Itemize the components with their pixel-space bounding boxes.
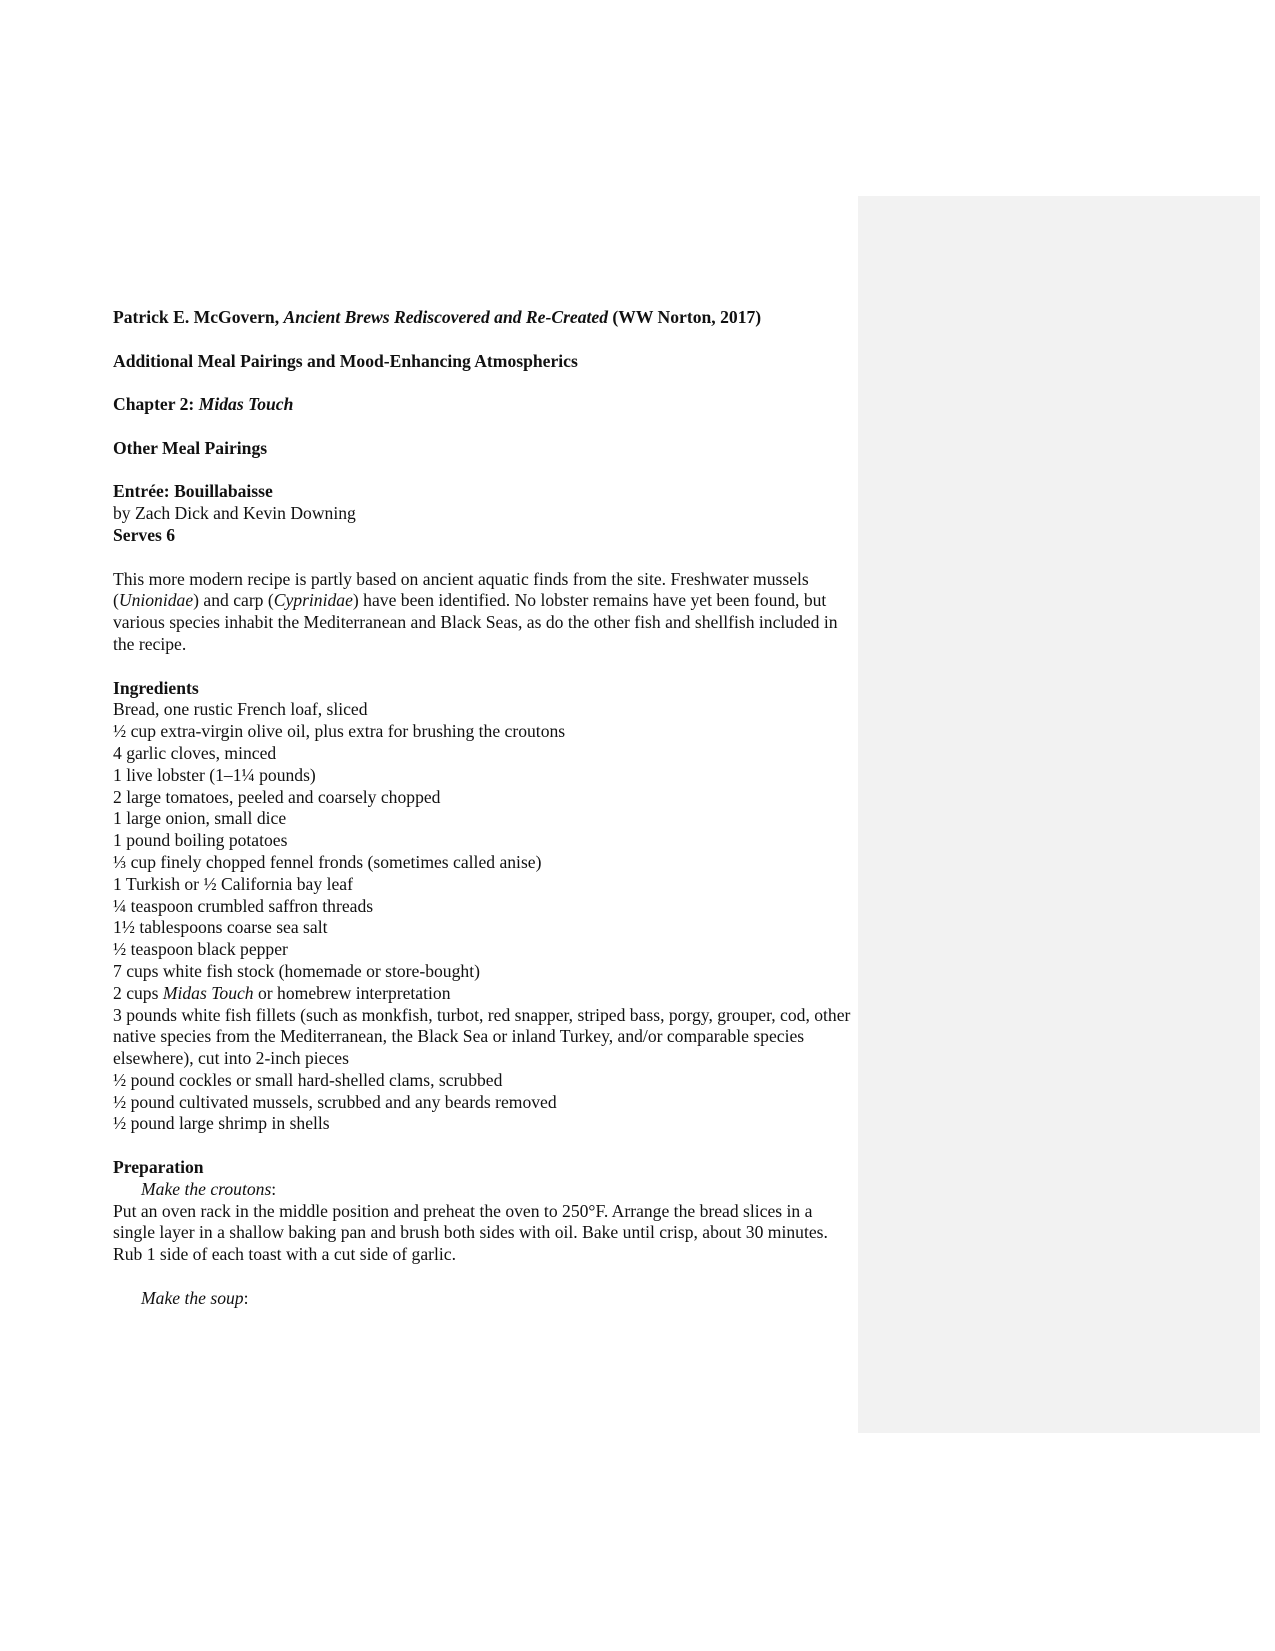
intro-text-1: This more modern recipe is partly based on ancient aquatic finds from the site. Freshwater mussels ( — [113, 568, 809, 611]
ingredient-item: 1 pound boiling potatoes — [113, 830, 288, 851]
recipe-serves: Serves 6 — [113, 524, 176, 545]
preparation-heading: Preparation — [113, 1157, 204, 1178]
soup-label: Make the soup — [141, 1287, 244, 1308]
ingredient-item: ⅓ cup finely chopped fennel fronds (sometimes called anise) — [113, 851, 542, 872]
ingredient-item: ½ pound large shrimp in shells — [113, 1113, 330, 1134]
intro-text-2: ) and carp ( — [193, 590, 274, 611]
ingredient-item: ½ cup extra-virgin olive oil, plus extra for brushing the croutons — [113, 721, 566, 742]
ingredient-item: 1 live lobster (1–1¼ pounds) — [113, 764, 316, 785]
ingredient-item: ½ pound cockles or small hard-shelled clams, scrubbed — [113, 1069, 503, 1090]
midas-qty: 2 cups — [113, 982, 163, 1003]
recipe-title: Entrée: Bouillabaisse — [113, 481, 273, 502]
intro-carp-taxon: Cyprinidae — [273, 590, 353, 611]
ingredient-item: ½ teaspoon black pepper — [113, 939, 288, 960]
intro-mussels-taxon: Unionidae — [118, 590, 194, 611]
midas-suffix: or homebrew interpretation — [253, 982, 451, 1003]
chapter-title — [113, 394, 853, 416]
ingredient-item: 3 pounds white fish fillets (such as monkfish, turbot, red snapper, striped bass, porgy, grouper, cod, other native species from the Mediterranean, the Black Sea or inland Turkey, and/or comparable species elsewhere), cut into 2-inch pieces — [113, 1004, 851, 1069]
ingredients-heading: Ingredients — [113, 677, 199, 698]
soup-subheading — [113, 1288, 853, 1310]
colon: : — [243, 1287, 249, 1308]
ingredient-item: 7 cups white fish stock (homemade or store-bought) — [113, 960, 480, 981]
section-title: Additional Meal Pairings and Mood-Enhancing Atmospherics — [113, 350, 578, 371]
comment-pane — [858, 196, 1260, 1433]
ingredient-item: 2 large tomatoes, peeled and coarsely chopped — [113, 786, 441, 807]
midas-name: Midas Touch — [162, 982, 254, 1003]
croutons-label: Make the croutons — [141, 1178, 272, 1199]
colon: : — [271, 1178, 277, 1199]
ingredient-item: 1 large onion, small dice — [113, 808, 287, 829]
publisher: (WW Norton, 2017) — [612, 307, 762, 327]
subsection-title: Other Meal Pairings — [113, 437, 268, 458]
chapter-prefix: Chapter 2: — [113, 394, 195, 415]
book-title: Ancient Brews Rediscovered and Re-Created — [283, 307, 609, 327]
ingredient-item-midas — [113, 983, 853, 1005]
croutons-instructions: Put an oven rack in the middle position and preheat the oven to 250°F. Arrange the bread slices in a single layer in a shallow baking pan and brush both sides with oil. Bake until crisp, about 30 minutes. Rub 1 side of each toast with a cut side of garlic. — [113, 1200, 828, 1265]
ingredient-item: ¼ teaspoon crumbled saffron threads — [113, 895, 374, 916]
book-citation — [113, 307, 853, 329]
author: Patrick E. McGovern, — [113, 307, 280, 327]
ingredient-item: Bread, one rustic French loaf, sliced — [113, 699, 368, 720]
ingredient-item: ½ pound cultivated mussels, scrubbed and any beards removed — [113, 1091, 557, 1112]
recipe-byline: by Zach Dick and Kevin Downing — [113, 503, 356, 524]
chapter-name: Midas Touch — [198, 394, 294, 415]
ingredients-list — [113, 699, 853, 1135]
croutons-subheading — [113, 1179, 853, 1201]
ingredient-item: 4 garlic cloves, minced — [113, 742, 277, 763]
ingredient-item: 1½ tablespoons coarse sea salt — [113, 917, 328, 938]
recipe-intro — [113, 569, 853, 656]
ingredient-item: 1 Turkish or ½ California bay leaf — [113, 873, 353, 894]
document-body — [113, 307, 853, 1310]
intro-text-3: ) have been identified. No lobster remains have yet been found, but various species inhabit the Mediterranean and Black Seas, as do the other fish and shellfish included in the recipe. — [113, 590, 838, 654]
